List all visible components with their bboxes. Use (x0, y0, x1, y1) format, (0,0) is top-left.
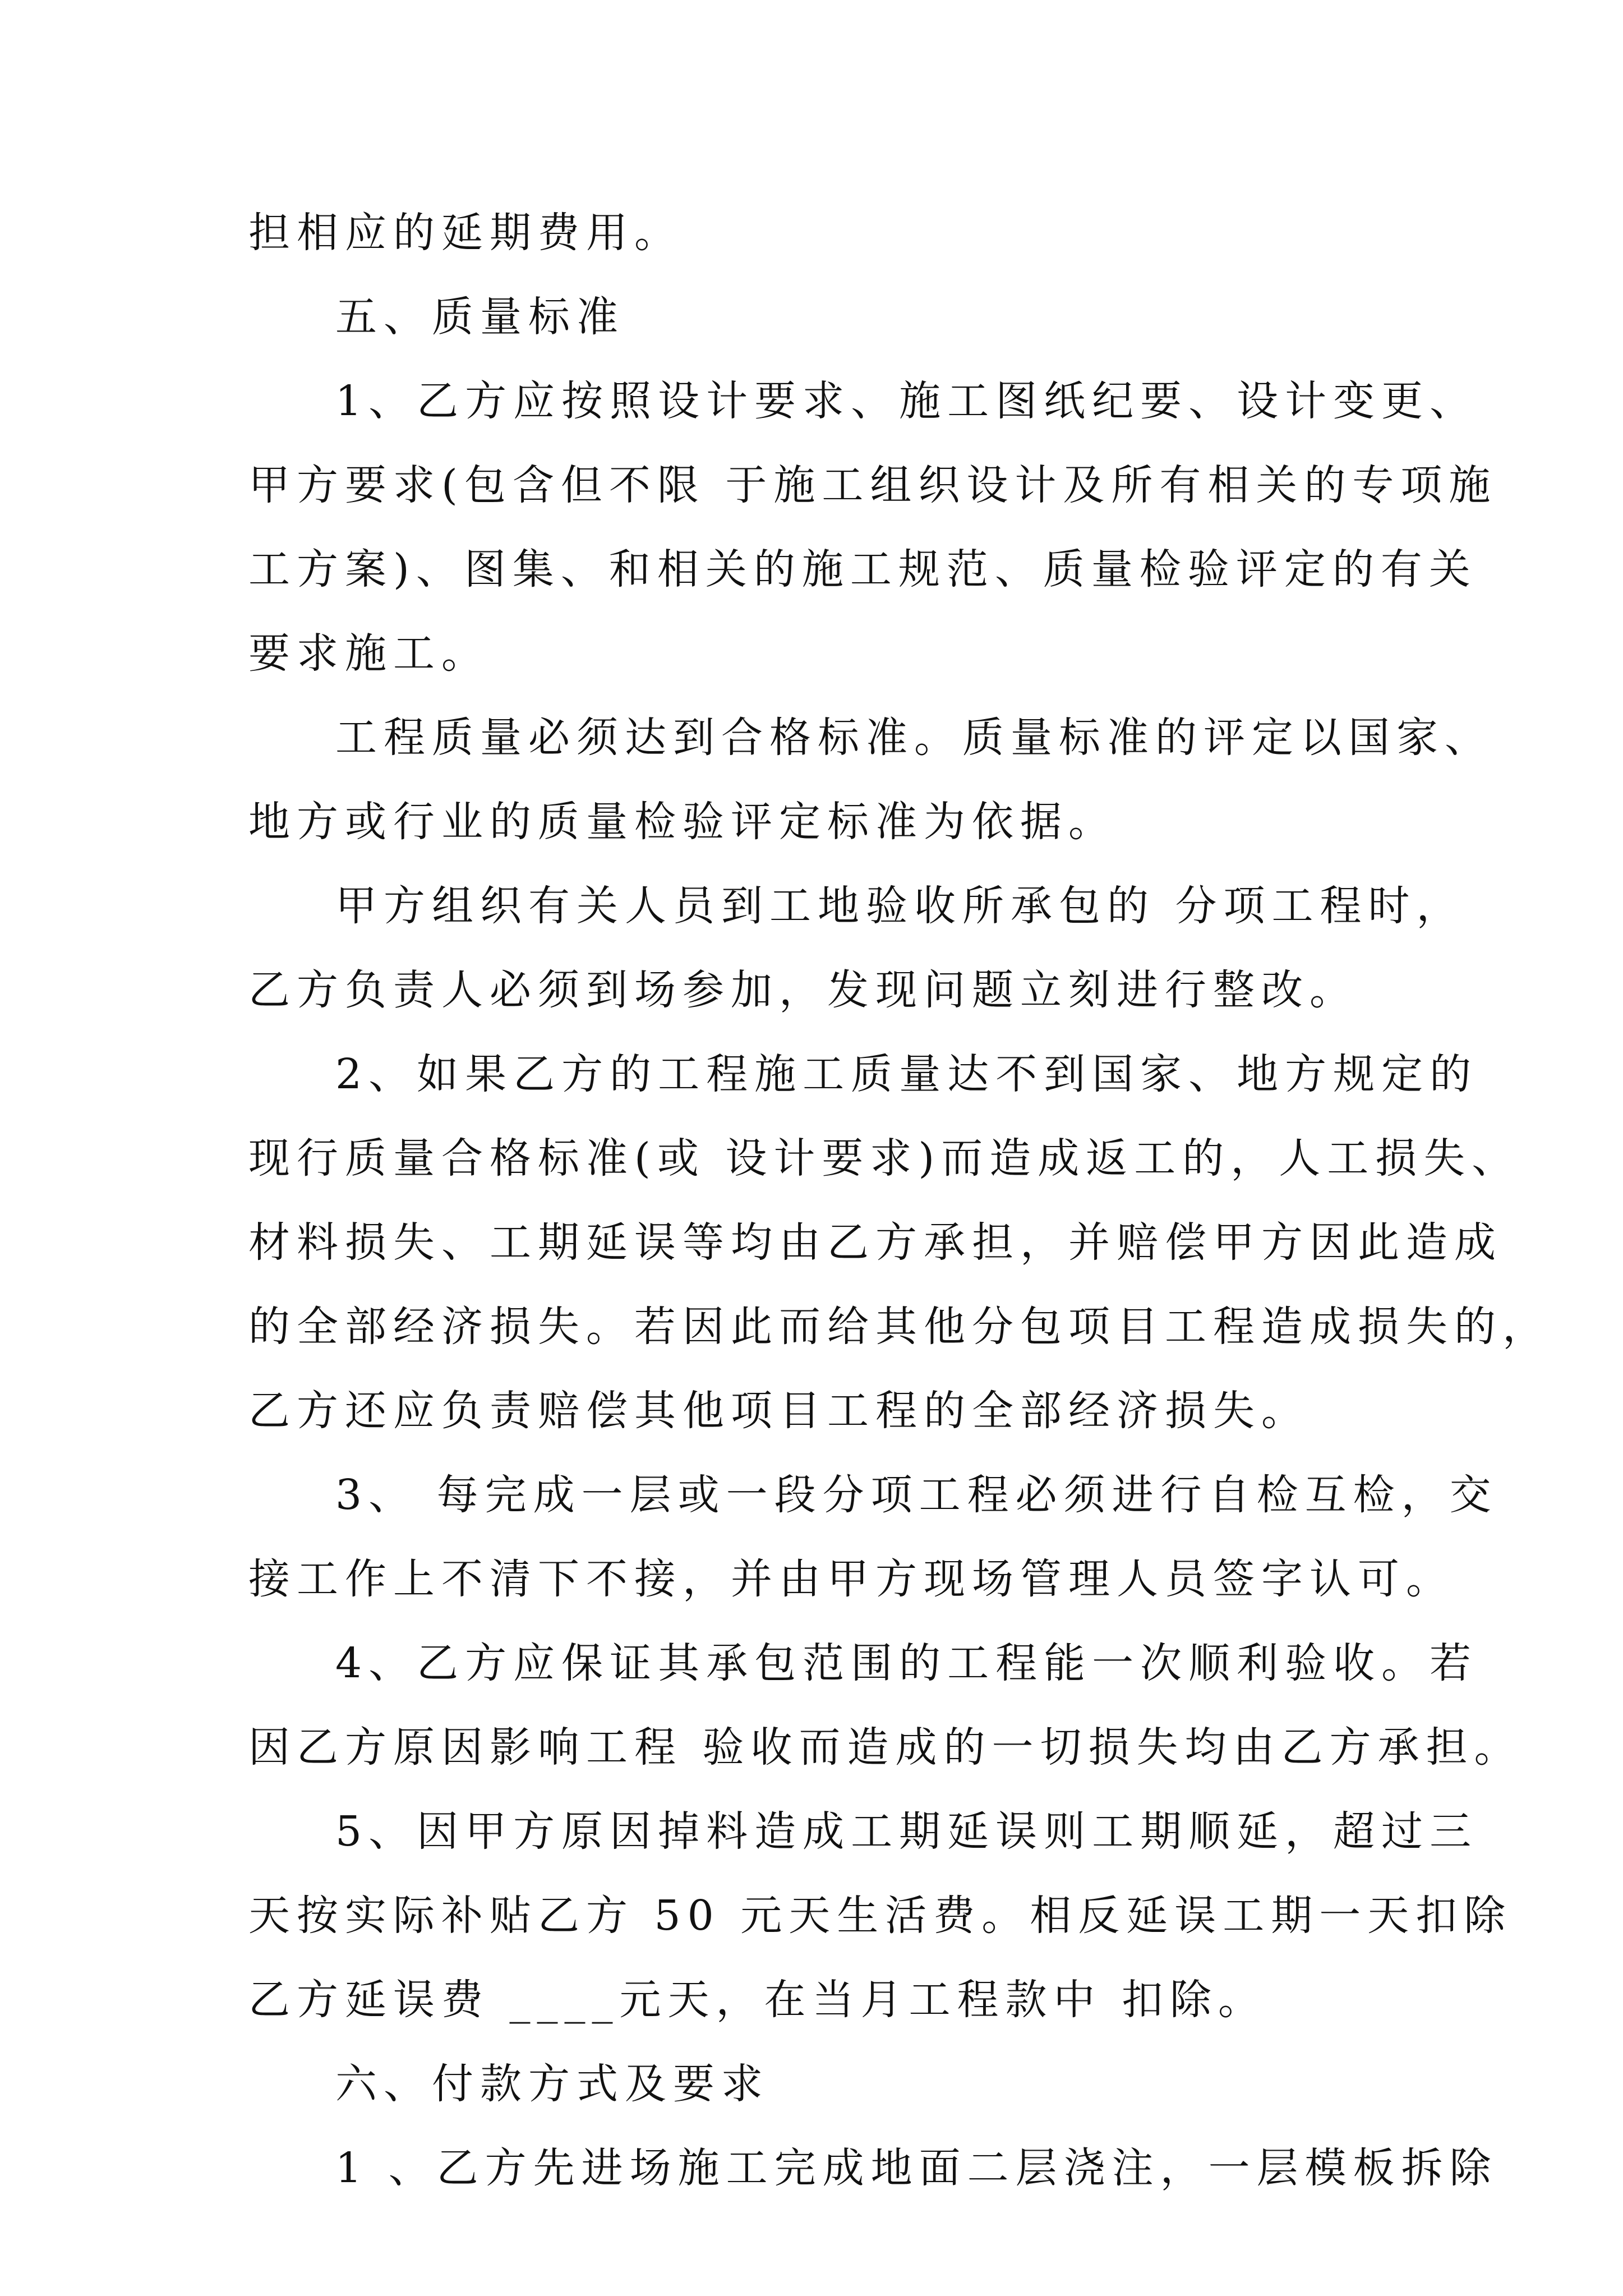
text-line: 工方案)、图集、和相关的施工规范、质量检验评定的有关 (248, 545, 1477, 593)
text-line: 天按实际补贴乙方 50 元天生活费。相反延误工期一天扣除 (248, 1892, 1513, 1940)
text-line: 甲方要求(包含但不限 于施工组织设计及所有相关的专项施 (248, 461, 1497, 509)
text-line: 担相应的延期费用。 (248, 209, 683, 257)
text-line: 4、乙方应保证其承包范围的工程能一次顺利验收。若 (335, 1639, 1478, 1687)
text-line: 因乙方原因影响工程 验收而造成的一切损失均由乙方承担。 (248, 1723, 1523, 1772)
text-line: 乙方延误费 ____元天，在当月工程款中 扣除。 (248, 1976, 1267, 2024)
text-line: 2、如果乙方的工程施工质量达不到国家、地方规定的 (335, 1050, 1478, 1098)
text-line: 乙方还应负责赔偿其他项目工程的全部经济损失。 (248, 1387, 1310, 1435)
text-line: 5、因甲方原因掉料造成工期延误则工期顺延，超过三 (335, 1807, 1478, 1856)
section-heading: 五、质量标准 (335, 293, 625, 341)
text-line: 要求施工。 (248, 629, 490, 678)
text-line: 3、 每完成一层或一段分项工程必须进行自检互检，交 (335, 1471, 1498, 1519)
text-line: 的全部经济损失。若因此而给其他分包项目工程造成损失的， (248, 1303, 1551, 1351)
text-line: 1、乙方应按照设计要求、施工图纸纪要、设计变更、 (335, 377, 1478, 425)
text-line: 材料损失、工期延误等均由乙方承担，并赔偿甲方因此造成 (248, 1218, 1502, 1267)
text-line: 甲方组织有关人员到工地验收所承包的 分项工程时， (335, 882, 1465, 930)
text-line: 现行质量合格标准(或 设计要求)而造成返工的，人工损失、 (248, 1134, 1520, 1182)
text-line: 工程质量必须达到合格标准。质量标准的评定以国家、 (335, 714, 1493, 762)
text-line: 地方或行业的质量检验评定标准为依据。 (248, 798, 1117, 846)
section-heading: 六、付款方式及要求 (335, 2060, 769, 2108)
text-line: 接工作上不清下不接，并由甲方现场管理人员签字认可。 (248, 1555, 1454, 1603)
text-line: 乙方负责人必须到场参加，发现问题立刻进行整改。 (248, 966, 1358, 1014)
text-line: 1 、乙方先进场施工完成地面二层浇注，一层模板拆除 (335, 2144, 1498, 2192)
